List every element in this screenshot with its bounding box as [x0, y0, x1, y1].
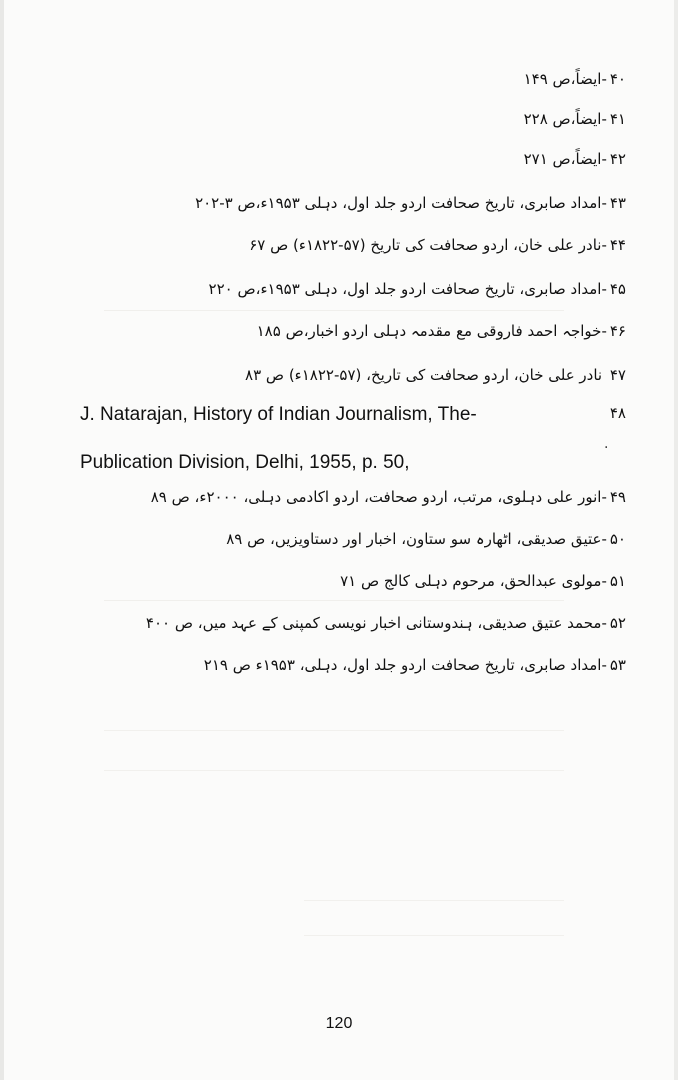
footnote-50: ۵۰-عتیق صدیقی، اٹھارہ سو ستاون، اخبار اور دستاویزیں، ص ۸۹	[226, 530, 626, 548]
footnote-number: ۴۰	[609, 70, 626, 88]
footnote-text: ایضاً،ص ۲۲۸	[523, 110, 602, 128]
footnote-47	[245, 364, 626, 386]
footnote-text: خواجہ احمد فاروقی مع مقدمہ دہلی اردو اخبار،ص ۱۸۵	[256, 322, 602, 340]
footnote-number: ۵۲	[609, 614, 626, 632]
footnote-45: ۴۵-امداد صابری، تاریخ صحافت اردو جلد اول، دہلی ۱۹۵۳ء،ص ۲۲۰	[208, 280, 626, 298]
footnote-40: ۴۰-ایضاً،ص ۱۴۹	[523, 70, 626, 88]
footnote-49: ۴۹-انور علی دہلوی، مرتب، اردو صحافت، اردو اکادمی دہلی، ۲۰۰۰ء، ص ۸۹	[150, 488, 626, 506]
footnote-number: ۴۳	[609, 194, 626, 212]
footnote-48-line1: J. Natarajan, History of Indian Journalism, The-	[80, 404, 477, 425]
footnote-48-number: ۴۸	[609, 404, 626, 422]
footnote-text: عتیق صدیقی، اٹھارہ سو ستاون، اخبار اور دستاویزیں، ص ۸۹	[226, 530, 602, 548]
footnote-number: ۴۹	[609, 488, 626, 506]
footnote-44: ۴۴-نادر علی خان، اردو صحافت کی تاریخ (۵۷-۱۸۲۲ء) ص ۶۷	[249, 236, 626, 254]
footnote-number: ۴۴	[609, 236, 626, 254]
footnote-number: ۵۱	[609, 572, 626, 590]
footnote-43: ۴۳-امداد صابری، تاریخ صحافت اردو جلد اول، دہلی ۱۹۵۳ء،ص ۳-۲۰۲	[195, 194, 626, 212]
footnote-text: محمد عتیق صدیقی، ہندوستانی اخبار نویسی کمپنی کے عہد میں، ص ۴۰۰	[145, 614, 602, 632]
footnotes-list	[4, 0, 674, 1080]
stray-mark: .	[604, 436, 609, 452]
footnote-51: ۵۱-مولوی عبدالحق، مرحوم دہلی کالج ص ۷۱	[340, 572, 626, 590]
footnote-text: امداد صابری، تاریخ صحافت اردو جلد اول، دہلی ۱۹۵۳ء،ص ۲۲۰	[208, 280, 602, 298]
footnote-text: ایضاً،ص ۱۴۹	[523, 70, 602, 88]
footnote-text: مولوی عبدالحق، مرحوم دہلی کالج ص ۷۱	[340, 572, 602, 590]
footnote-text: ایضاً،ص ۲۷۱	[523, 150, 602, 168]
footnote-number: ۵۳	[609, 656, 626, 674]
footnote-number: ۴۷	[609, 366, 626, 384]
footnote-53: ۵۳-امداد صابری، تاریخ صحافت اردو جلد اول، دہلی، ۱۹۵۳ء ص ۲۱۹	[203, 656, 626, 674]
footnote-42: ۴۲-ایضاً،ص ۲۷۱	[523, 150, 626, 168]
footnote-41: ۴۱-ایضاً،ص ۲۲۸	[523, 110, 626, 128]
footnote-text: انور علی دہلوی، مرتب، اردو صحافت، اردو اکادمی دہلی، ۲۰۰۰ء، ص ۸۹	[150, 488, 602, 506]
footnote-number: ۵۰	[609, 530, 626, 548]
footnote-number: ۴۶	[609, 322, 626, 340]
page-number: 120	[325, 1015, 353, 1032]
footnote-number: ۴۱	[609, 110, 626, 128]
footnote-48-line2: Publication Division, Delhi, 1955, p. 50,	[80, 452, 410, 473]
footnote-text: نادر علی خان، اردو صحافت کی تاریخ (۵۷-۱۸۲۲ء) ص ۶۷	[249, 236, 602, 254]
footnote-46: ۴۶-خواجہ احمد فاروقی مع مقدمہ دہلی اردو اخبار،ص ۱۸۵	[256, 322, 626, 340]
footnote-text: امداد صابری، تاریخ صحافت اردو جلد اول، دہلی ۱۹۵۳ء،ص ۳-۲۰۲	[195, 194, 602, 212]
footnote-text: امداد صابری، تاریخ صحافت اردو جلد اول، دہلی، ۱۹۵۳ء ص ۲۱۹	[203, 656, 602, 674]
footnote-number: ۴۵	[609, 280, 626, 298]
footnote-52: ۵۲-محمد عتیق صدیقی، ہندوستانی اخبار نویسی کمپنی کے عہد میں، ص ۴۰۰	[145, 614, 626, 632]
footnote-text: نادر علی خان، اردو صحافت کی تاریخ، (۵۷-۱۸۲۲ء) ص ۸۳	[245, 366, 603, 384]
footnote-number: ۴۲	[609, 150, 626, 168]
